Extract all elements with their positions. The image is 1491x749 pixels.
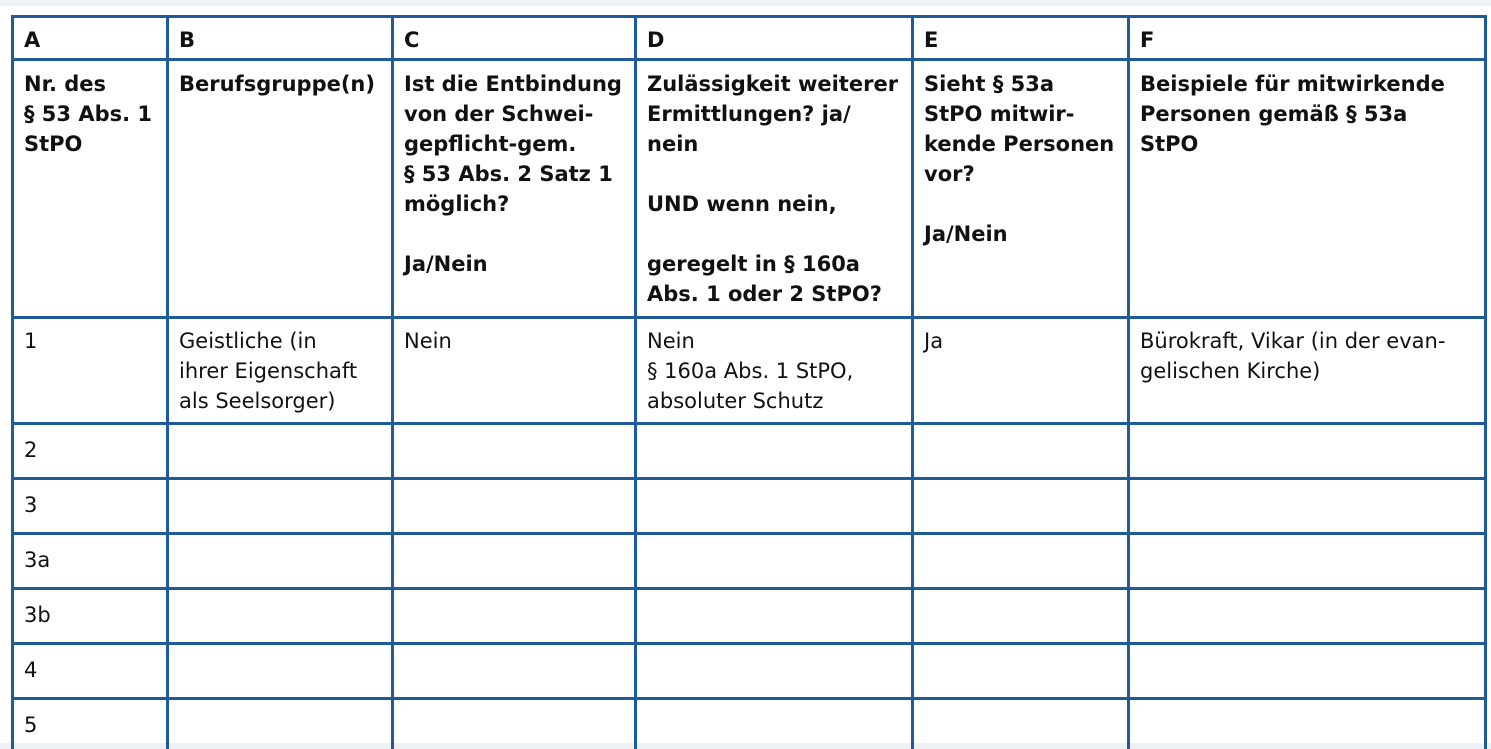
table-cell	[636, 479, 913, 534]
header-row	[13, 60, 1486, 318]
header-cell	[636, 60, 913, 318]
header-zulaessigkeit: Zulässigkeit weiterer Ermittlungen? ja/ nein UND wenn nein, geregelt in § 160a Abs. 1 oder 2 StPO?	[647, 72, 899, 306]
table-row	[13, 534, 1486, 589]
header-beispiele: Beispiele für mitwirkende Personen gemäß § 53a StPO	[1140, 72, 1445, 156]
table-cell	[168, 699, 393, 749]
table-cell	[636, 644, 913, 699]
row-number: 4	[24, 658, 38, 682]
column-letter-d: D	[647, 28, 665, 52]
column-letter	[1129, 17, 1486, 60]
table-cell	[1129, 424, 1486, 479]
column-letter-row	[13, 17, 1486, 60]
table-cell	[393, 589, 636, 644]
cell-beispiele: Bürokraft, Vikar (in der evan- gelischen Kirche)	[1140, 329, 1446, 383]
row-number: 1	[24, 329, 38, 353]
table-cell	[393, 699, 636, 749]
table-row	[13, 479, 1486, 534]
table-cell	[1129, 589, 1486, 644]
column-letter	[636, 17, 913, 60]
cell-zulaessigkeit: Nein § 160a Abs. 1 StPO, absoluter Schutz	[647, 329, 854, 413]
header-nr: Nr. des § 53 Abs. 1 StPO	[24, 72, 153, 156]
row-number: 3a	[24, 548, 51, 572]
header-cell	[13, 60, 168, 318]
table-row	[13, 318, 1486, 424]
table-cell	[913, 589, 1129, 644]
table-cell	[168, 589, 393, 644]
table-cell	[636, 424, 913, 479]
table-row	[13, 699, 1486, 749]
table-cell	[168, 318, 393, 424]
column-letter	[13, 17, 168, 60]
table-cell	[393, 644, 636, 699]
table-cell	[1129, 534, 1486, 589]
column-letter-a: A	[24, 28, 41, 52]
table-row	[13, 644, 1486, 699]
row-number: 3	[24, 493, 38, 517]
table-cell	[636, 699, 913, 749]
cell-entbindung: Nein	[404, 329, 452, 353]
column-letter-e: E	[924, 28, 939, 52]
column-letter-c: C	[404, 28, 420, 52]
column-letter-b: B	[179, 28, 196, 52]
table-cell	[393, 534, 636, 589]
header-mitwirkende: Sieht § 53a StPO mitwir- kende Personen vor? Ja/Nein	[924, 72, 1115, 246]
header-cell	[1129, 60, 1486, 318]
header-berufsgruppe: Berufsgruppe(n)	[179, 72, 375, 96]
table-cell	[913, 534, 1129, 589]
column-letter-f: F	[1140, 28, 1155, 52]
table-cell	[913, 644, 1129, 699]
row-number: 2	[24, 438, 38, 462]
table-cell	[636, 534, 913, 589]
table-cell	[13, 644, 168, 699]
table-cell	[393, 424, 636, 479]
table-cell	[13, 479, 168, 534]
cell-berufsgruppe: Geistliche (in ihrer Eigenschaft als Seelsorger)	[179, 329, 358, 413]
schweigepflicht-table	[11, 15, 1487, 749]
table-row	[13, 424, 1486, 479]
header-cell	[168, 60, 393, 318]
table-cell	[13, 699, 168, 749]
row-number: 5	[24, 713, 38, 737]
table-cell	[913, 479, 1129, 534]
row-number: 3b	[24, 603, 51, 627]
table-cell	[913, 424, 1129, 479]
table-cell	[1129, 479, 1486, 534]
table-cell	[13, 424, 168, 479]
column-letter	[393, 17, 636, 60]
header-cell	[913, 60, 1129, 318]
document-sheet	[0, 6, 1491, 743]
column-letter	[168, 17, 393, 60]
table-cell	[13, 589, 168, 644]
table-cell	[13, 534, 168, 589]
table-cell	[168, 534, 393, 589]
table-cell	[168, 644, 393, 699]
column-letter	[913, 17, 1129, 60]
table-cell	[393, 479, 636, 534]
table-cell	[1129, 644, 1486, 699]
cell-mitwirkende: Ja	[924, 329, 944, 353]
table-cell	[1129, 318, 1486, 424]
header-cell	[393, 60, 636, 318]
table-cell	[168, 479, 393, 534]
table-cell	[1129, 699, 1486, 749]
header-entbindung: Ist die Entbindung von der Schwei- gepflicht-gem. § 53 Abs. 2 Satz 1 möglich? Ja/Nein	[404, 72, 622, 276]
table-cell	[168, 424, 393, 479]
table-cell	[636, 318, 913, 424]
table-cell	[913, 699, 1129, 749]
table-cell	[13, 318, 168, 424]
table-cell	[636, 589, 913, 644]
table-cell	[913, 318, 1129, 424]
table-cell	[393, 318, 636, 424]
table-row	[13, 589, 1486, 644]
